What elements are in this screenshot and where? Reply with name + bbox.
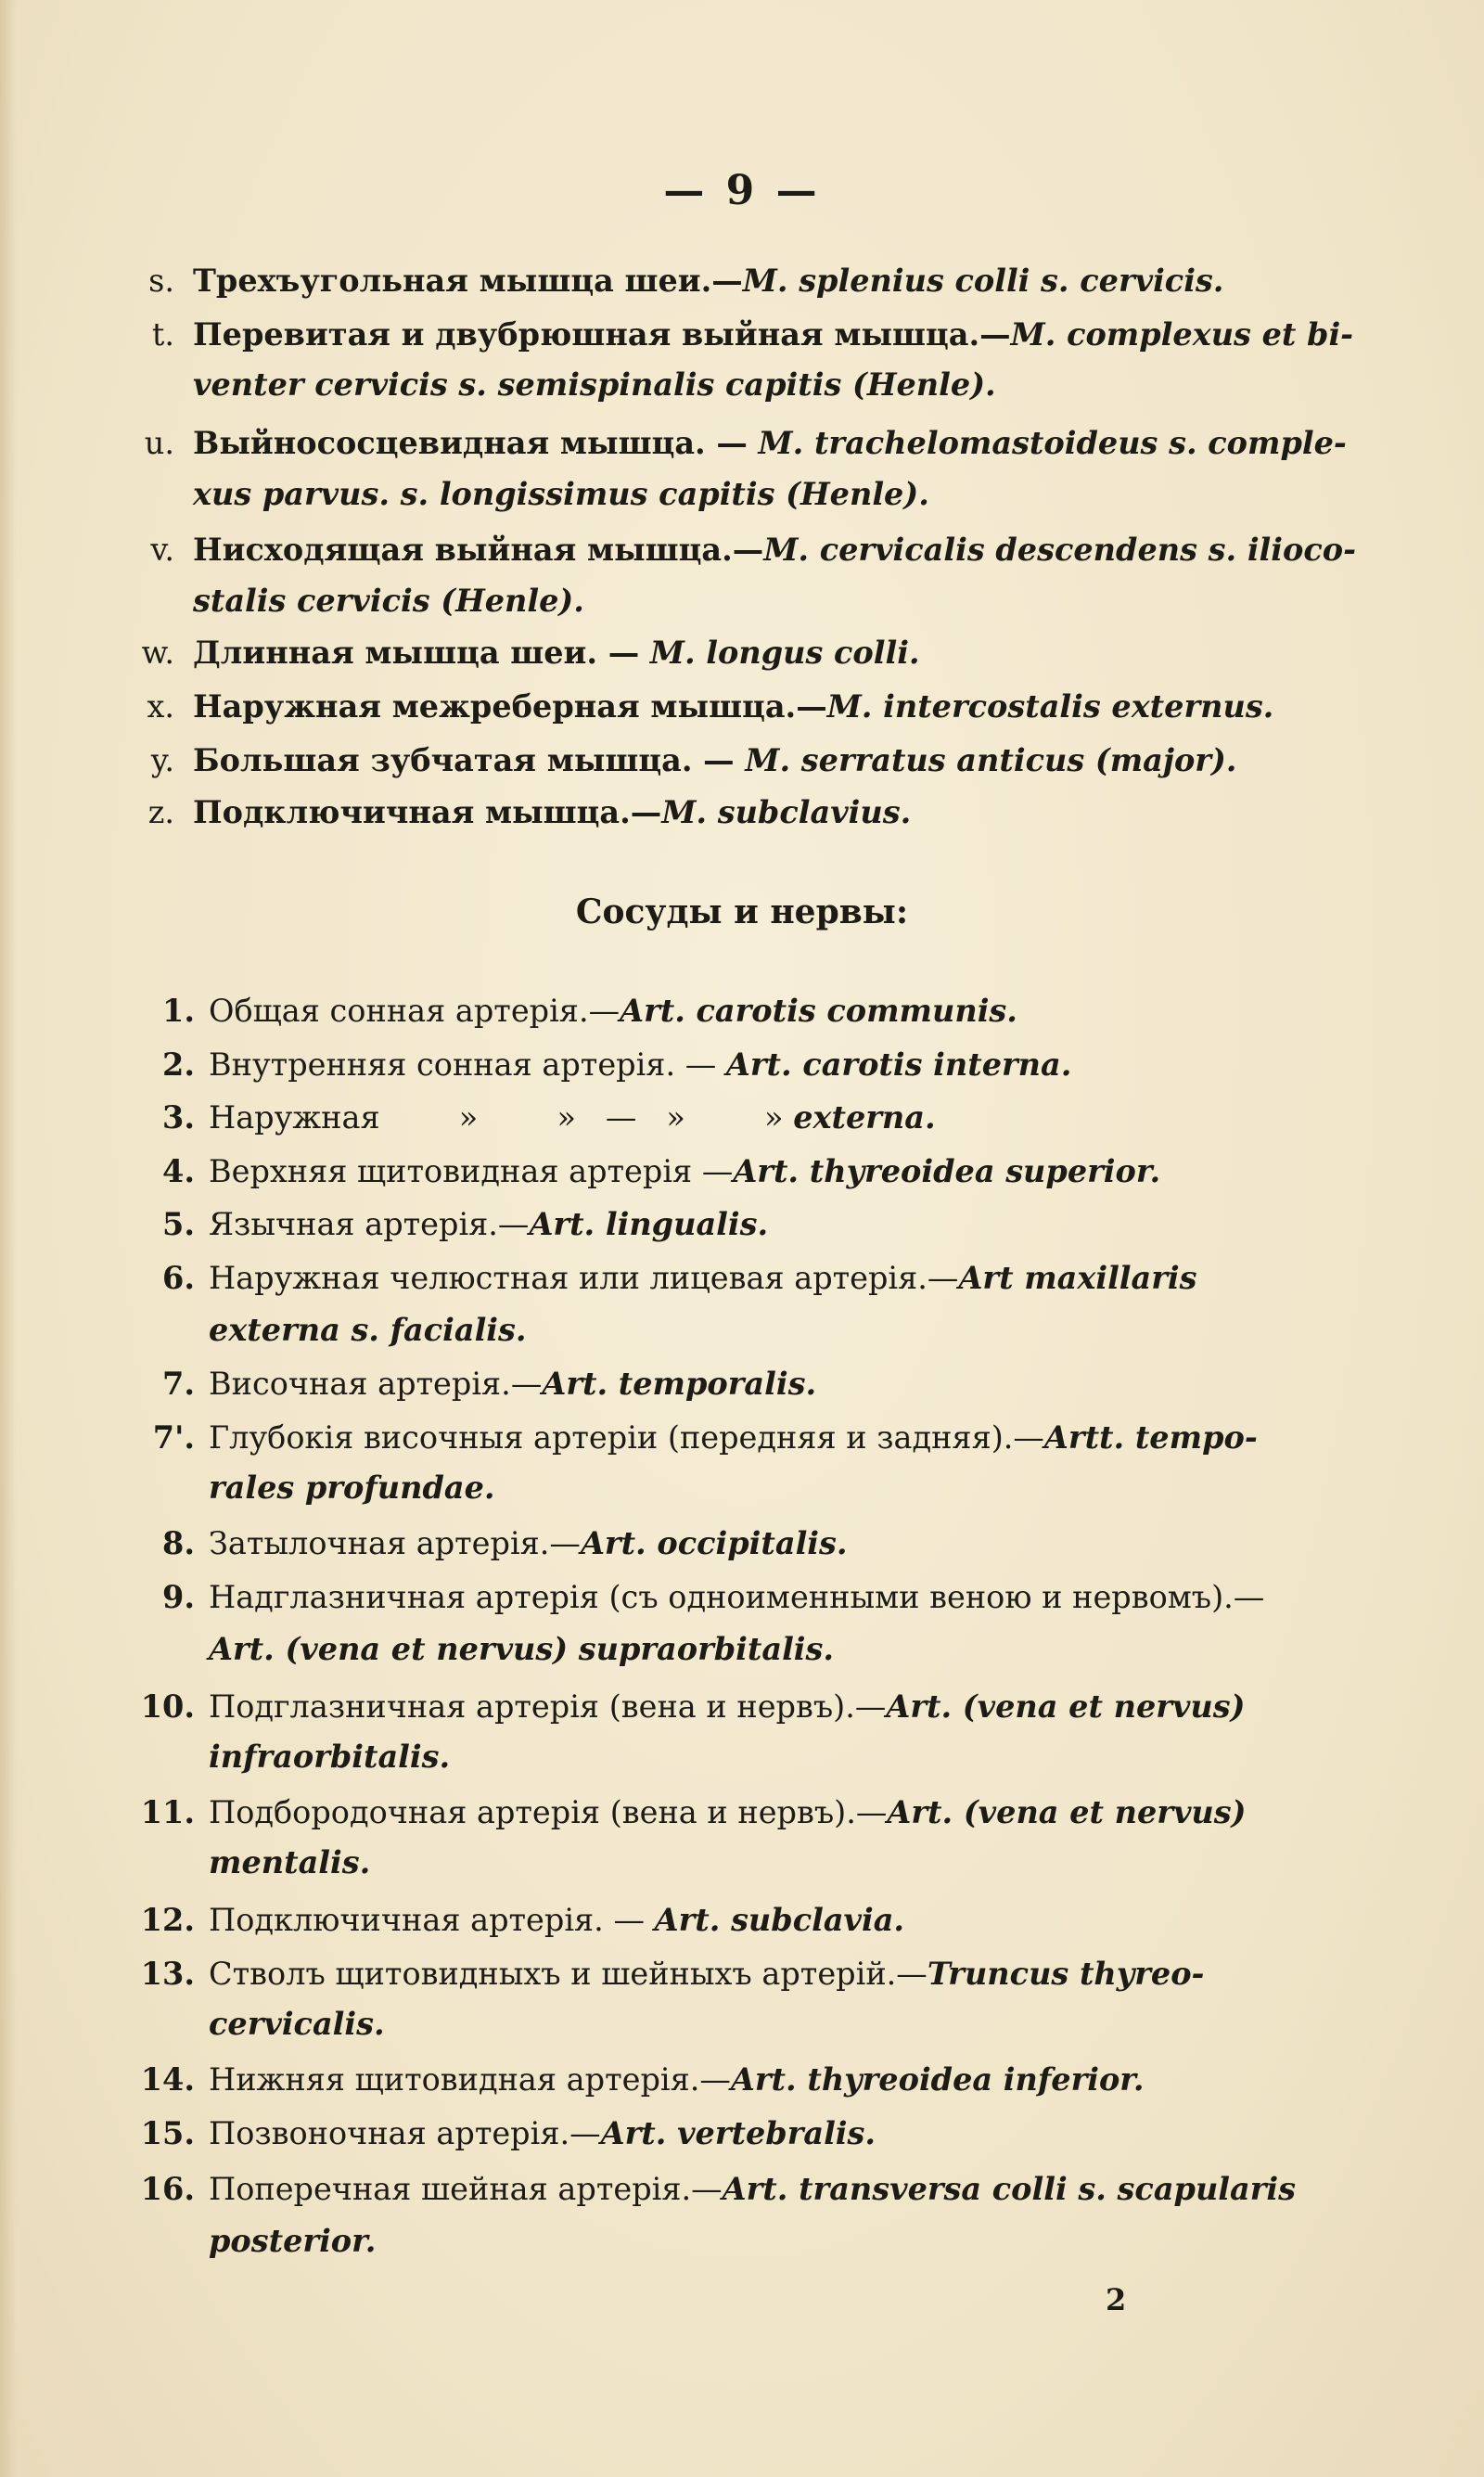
russian-name: Подключичная артерія. — bbox=[209, 1902, 655, 1938]
item-text bbox=[193, 255, 1317, 307]
russian-name: Длинная мышца шеи. — bbox=[193, 635, 650, 671]
latin-continuation: rales profundae. bbox=[209, 1470, 495, 1506]
russian-name: Нисходящая выйная мышца.— bbox=[193, 532, 764, 568]
latin-name: Art. lingualis. bbox=[529, 1206, 769, 1242]
latin-continuation: cervicalis. bbox=[209, 2006, 385, 2042]
section-heading: Сосуды и нервы: bbox=[575, 892, 909, 931]
latin-name: M. splenius colli s. cervicis. bbox=[742, 263, 1224, 299]
latin-name: Truncus thyreo- bbox=[927, 1956, 1205, 1992]
latin-name: externa. bbox=[793, 1099, 936, 1136]
item-number: 7'. bbox=[152, 1419, 195, 1456]
signature-mark: 2 bbox=[1106, 2282, 1127, 2317]
latin-name: M. cervicalis descendens s. ilioco- bbox=[763, 532, 1356, 568]
russian-name: Перевитая и двубрюшная выйная мышца.— bbox=[193, 316, 1011, 353]
russian-name: Стволъ щитовидныхъ и шейныхъ артерій.— bbox=[209, 1956, 928, 1992]
russian-name: Общая сонная артерія.— bbox=[209, 993, 620, 1029]
russian-name: Позвоночная артерія.— bbox=[209, 2115, 601, 2151]
latin-name: M. serratus anticus (major). bbox=[745, 742, 1237, 778]
russian-name: Глубокія височныя артеріи (передняя и задняя).— bbox=[209, 1419, 1044, 1456]
item-number: 5. bbox=[162, 1206, 195, 1242]
russian-name: Язычная артерія.— bbox=[209, 1206, 530, 1242]
russian-name: Надглазничная артерія (съ одноименными веною и нервомъ).— bbox=[209, 1579, 1265, 1615]
item-text bbox=[209, 1039, 1071, 1091]
latin-name: Art. carotis interna. bbox=[725, 1046, 1072, 1083]
item-text bbox=[209, 1948, 1204, 2000]
item-text bbox=[209, 1358, 816, 1410]
item-number: 7. bbox=[162, 1366, 195, 1402]
item-marker: x. bbox=[147, 688, 174, 725]
item-marker: z. bbox=[147, 794, 174, 830]
latin-name: Art maxillaris bbox=[958, 1260, 1197, 1296]
russian-name: Затылочная артерія.— bbox=[209, 1525, 581, 1561]
item-text bbox=[209, 1412, 1258, 1464]
item-text bbox=[209, 1146, 1160, 1198]
item-number: 1. bbox=[162, 993, 195, 1029]
russian-name: Верхняя щитовидная артерія — bbox=[209, 1153, 734, 1189]
item-text bbox=[193, 627, 1317, 679]
item-text bbox=[193, 524, 1356, 576]
russian-name: Наружная » » — » » bbox=[209, 1099, 794, 1136]
russian-name: Наружная челюстная или лицевая артерія.— bbox=[209, 1260, 959, 1296]
item-text bbox=[209, 985, 1017, 1037]
latin-name: Art. (vena et nervus) bbox=[887, 1794, 1247, 1830]
item-text bbox=[193, 417, 1347, 469]
item-marker: v. bbox=[150, 532, 174, 568]
russian-name: Подбородочная артерія (вена и нервъ).— bbox=[209, 1794, 888, 1830]
latin-name: Art. (vena et nervus) bbox=[886, 1688, 1246, 1725]
latin-name: Art. subclavia. bbox=[654, 1902, 905, 1938]
latin-continuation: mentalis. bbox=[209, 1844, 371, 1880]
item-marker: u. bbox=[144, 425, 174, 461]
item-text bbox=[209, 1518, 848, 1570]
latin-continuation: infraorbitalis. bbox=[209, 1739, 451, 1775]
item-text bbox=[209, 2054, 1145, 2106]
item-number: 9. bbox=[162, 1579, 195, 1615]
russian-name: Поперечная шейная артерія.— bbox=[209, 2171, 723, 2207]
latin-name: M. trachelomastoideus s. comple- bbox=[758, 425, 1347, 461]
item-text bbox=[193, 787, 1317, 839]
item-text bbox=[193, 735, 1317, 787]
item-marker: y. bbox=[150, 742, 174, 778]
russian-name: Подглазничная артерія (вена и нервъ).— bbox=[209, 1688, 887, 1725]
item-marker: t. bbox=[151, 316, 174, 353]
russian-name: Подключичная мышца.— bbox=[193, 794, 662, 830]
latin-name: Art. carotis communis. bbox=[620, 993, 1017, 1029]
latin-name: Art. transversa colli s. scapularis bbox=[722, 2171, 1296, 2207]
item-number: 13. bbox=[140, 1956, 195, 1992]
latin-continuation: venter cervicis s. semispinalis capitis (Henle). bbox=[193, 366, 996, 403]
latin-name: Art. temporalis. bbox=[542, 1366, 817, 1402]
russian-name: Большая зубчатая мышца. — bbox=[193, 742, 746, 778]
russian-name: Трехъугольная мышца шеи.— bbox=[193, 263, 743, 299]
item-number: 8. bbox=[162, 1525, 195, 1561]
item-text bbox=[209, 2108, 876, 2160]
item-number: 4. bbox=[162, 1153, 195, 1189]
page-edge bbox=[0, 0, 17, 2477]
item-text bbox=[193, 309, 1354, 361]
item-text bbox=[193, 681, 1317, 733]
item-text bbox=[209, 1894, 904, 1946]
latin-name: Artt. tempo- bbox=[1043, 1419, 1258, 1456]
latin-continuation: stalis cervicis (Henle). bbox=[193, 583, 584, 619]
latin-name: M. complexus et bi- bbox=[1010, 316, 1354, 353]
page-number: — 9 — bbox=[663, 167, 821, 214]
item-text bbox=[209, 1787, 1246, 1839]
latin-continuation: xus parvus. s. longissimus capitis (Henle). bbox=[193, 476, 929, 512]
item-text bbox=[209, 1681, 1245, 1733]
item-number: 10. bbox=[140, 1688, 195, 1725]
latin-name: Art. vertebralis. bbox=[600, 2115, 876, 2151]
item-number: 16. bbox=[140, 2171, 195, 2207]
latin-name: M. intercostalis externus. bbox=[826, 688, 1274, 725]
russian-name: Височная артерія.— bbox=[209, 1366, 543, 1402]
item-text bbox=[209, 2163, 1296, 2215]
russian-name: Внутренняя сонная артерія. — bbox=[209, 1046, 726, 1083]
item-number: 15. bbox=[140, 2115, 195, 2151]
item-text bbox=[209, 1572, 1264, 1624]
russian-name: Нижняя щитовидная артерія.— bbox=[209, 2061, 731, 2098]
item-marker: s. bbox=[148, 263, 174, 299]
latin-continuation: Art. (vena et nervus) supraorbitalis. bbox=[209, 1631, 835, 1667]
item-number: 11. bbox=[140, 1794, 195, 1830]
russian-name: Наружная межреберная мышца.— bbox=[193, 688, 827, 725]
latin-name: M. subclavius. bbox=[661, 794, 912, 830]
latin-name: M. longus colli. bbox=[649, 635, 920, 671]
latin-name: Art. thyreoidea superior. bbox=[733, 1153, 1161, 1189]
latin-continuation: posterior. bbox=[209, 2223, 377, 2259]
item-text bbox=[209, 1199, 768, 1251]
latin-name: Art. thyreoidea inferior. bbox=[730, 2061, 1145, 2098]
item-text bbox=[209, 1092, 936, 1144]
item-marker: w. bbox=[141, 635, 174, 671]
item-text bbox=[209, 1252, 1196, 1304]
russian-name: Выйнососцевидная мышца. — bbox=[193, 425, 759, 461]
latin-name: Art. occipitalis. bbox=[580, 1525, 848, 1561]
latin-continuation: externa s. facialis. bbox=[209, 1312, 527, 1348]
item-number: 12. bbox=[140, 1902, 195, 1938]
item-number: 2. bbox=[162, 1046, 195, 1083]
item-number: 3. bbox=[162, 1099, 195, 1136]
item-number: 14. bbox=[140, 2061, 195, 2098]
item-number: 6. bbox=[162, 1260, 195, 1296]
